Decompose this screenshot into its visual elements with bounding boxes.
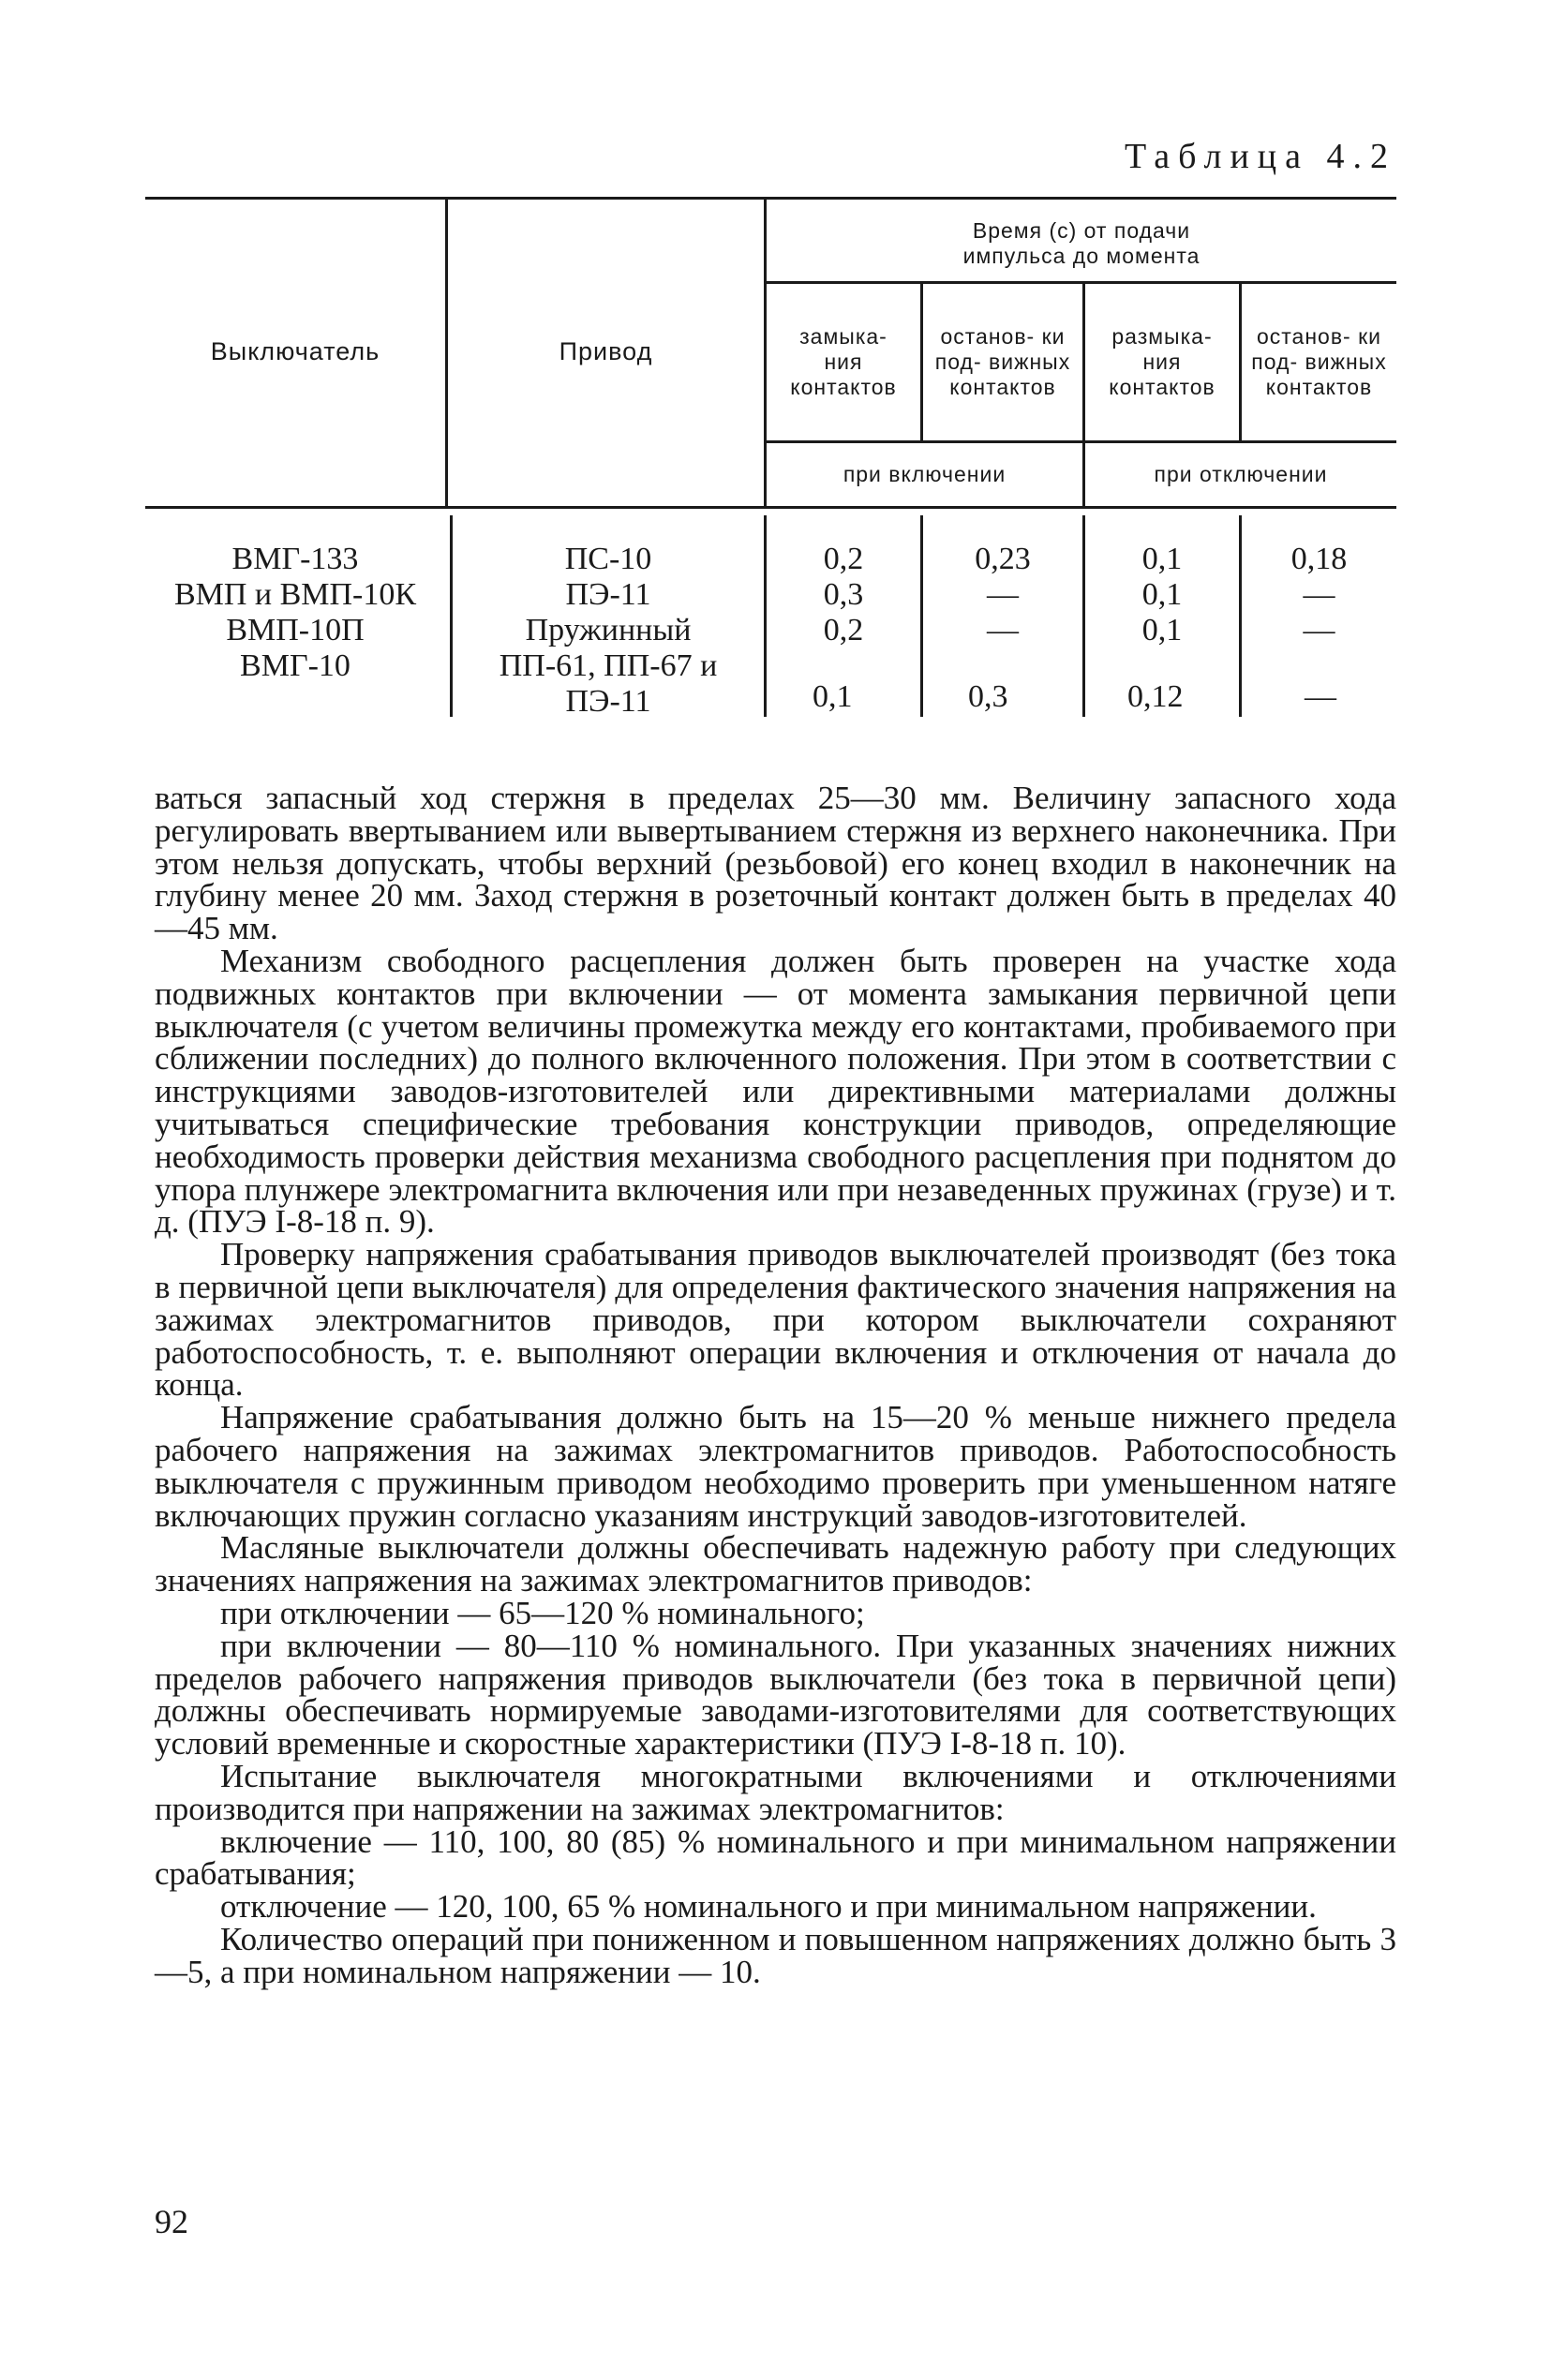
cell-stop-off-3: — [1303, 613, 1335, 647]
cell-switch-1: ВМГ-133 [231, 542, 359, 576]
col-drive [453, 542, 764, 720]
paragraph-10: отключение — 120, 100, 65 % номинального и при минимальном напряжении. [220, 1888, 1317, 1926]
cell-stop-off-1: 0,18 [1290, 542, 1348, 576]
cell-drive-1: ПС-10 [564, 542, 652, 576]
body-text [155, 782, 1396, 1988]
header-time-group: Время (с) от подачи импульса до момента [962, 218, 1201, 268]
cell-stop-off-4: — [1305, 679, 1336, 714]
paragraph-9: включение — 110, 100, 80 (85) % номинального и при минимальном напряжении срабатывания; [155, 1822, 1396, 1893]
paragraph-1: ваться запасный ход стержня в пределах 25—30 мм. Величину запасного хода регулировать ввертыванием или вывертыванием стержня из верхнего наконечника. При этом нельзя допускать, чтобы верхний (резьбовой) его конец входил в наконечник на глубину менее 20 мм. Заход стержня в розеточный контакт должен быть в пределах 40—45 мм. [155, 780, 1396, 947]
cell-close-4: 0,1 [813, 679, 853, 714]
cell-close-2: 0,3 [823, 577, 864, 612]
cell-stop-on-1: 0,23 [975, 542, 1031, 576]
cell-switch-4: ВМГ-10 [240, 648, 350, 683]
col-stop-on [923, 542, 1082, 648]
cell-open-4: 0,12 [1127, 679, 1184, 714]
cell-drive-3: Пружинный [525, 613, 692, 647]
paragraph-2: Механизм свободного расцепления должен быть проверен на участке хода подвижных контактов при включении — от момента замыкания первичной цепи выключателя (с учетом величины промежутка между его контактами, пробиваемого при сближении последних) до полного включенного положения. При этом в соответствии с инструкциями заводов-изготовителей или директивными материалами должны учитываться специфические требования конструкции приводов, определяющие необходимость проверки действия механизма свободного расцепления при поднятом до упора плунжере электромагнита включения или при незаведенных пружинах (грузе) и т. д. (ПУЭ I-8-18 п. 9). [155, 942, 1396, 1241]
cell-drive-2: ПЭ-11 [565, 577, 651, 612]
header-off-group: при отключении [1154, 462, 1328, 486]
paragraph-6: при отключении — 65—120 % номинального; [220, 1594, 865, 1631]
timing-table [145, 197, 1396, 717]
header-on-group: при включении [843, 462, 1007, 486]
cell-open-1: 0,1 [1141, 542, 1183, 576]
cell-open-2: 0,1 [1141, 577, 1183, 612]
paragraph-11: Количество операций при пониженном и повышенном напряжениях должно быть 3—5, а при номинальном напряжении — 10. [155, 1920, 1396, 1990]
cell-drive-4: ПП-61, ПП-67 и [499, 648, 718, 683]
cell-close-1: 0,2 [823, 542, 864, 576]
header-drive: Привод [559, 336, 653, 365]
col-stop-off [1242, 542, 1396, 648]
header-open-contacts: размыка- ния контактов [1109, 324, 1215, 399]
table-caption: Таблица 4.2 [1124, 137, 1396, 176]
cell-stop-on-4: 0,3 [968, 679, 1008, 714]
cell-open-3: 0,1 [1141, 613, 1183, 647]
header-close-contacts: замыка- ния контактов [790, 324, 897, 399]
cell-switch-3: ВМП-10П [226, 613, 365, 647]
header-stop-off: останов- ки под- вижных контактов [1251, 324, 1387, 399]
cell-close-3: 0,2 [823, 613, 864, 647]
header-switch: Выключатель [210, 336, 380, 365]
col-switch [145, 542, 445, 684]
page-number: 92 [155, 2203, 188, 2240]
col-open [1085, 542, 1239, 648]
paragraph-3: Проверку напряжения срабатывания приводов выключателей производят (без тока в первичной цепи выключателя) для определения фактического значения напряжения на зажимах электромагнитов приводов, при котором выключатели сохраняют работоспособность, т. е. выполняют операции включения и отключения от начала до конца. [155, 1236, 1396, 1404]
cell-stop-on-2: — [987, 577, 1019, 612]
cell-stop-on-3: — [987, 613, 1019, 647]
cell-drive-4-cont: ПЭ-11 [565, 684, 651, 719]
cell-switch-2: ВМП и ВМП-10К [173, 577, 417, 612]
paragraph-5: Масляные выключатели должны обеспечивать надежную работу при следующих значениях напряжения на зажимах электромагнитов приводов: [155, 1529, 1396, 1599]
header-stop-on: останов- ки под- вижных контактов [934, 324, 1071, 399]
paragraph-8: Испытание выключателя многократными включениями и отключениями производится при напряжении на зажимах электромагнитов: [155, 1757, 1396, 1827]
col-close [767, 542, 920, 684]
paragraph-4: Напряжение срабатывания должно быть на 15—20 % меньше нижнего предела рабочего напряжения на зажимах электромагнитов приводов. Работоспособность выключателя с пружинным приводом необходимо проверить при уменьшенном натяге включающих пружин согласно указаниям инструкций заводов-изготовителей. [155, 1399, 1396, 1534]
header-bottom-rule [145, 506, 1396, 509]
paragraph-7: при включении — 80—110 % номинального. При указанных значениях нижних пределов рабочего напряжения приводов выключатели (без тока в первичной цепи) должны обеспечивать нормируемые заводами-изготовителями для соответствующих условий временные и скоростные характеристики (ПУЭ I-8-18 п. 10). [155, 1627, 1396, 1763]
cell-stop-off-2: — [1303, 577, 1335, 612]
